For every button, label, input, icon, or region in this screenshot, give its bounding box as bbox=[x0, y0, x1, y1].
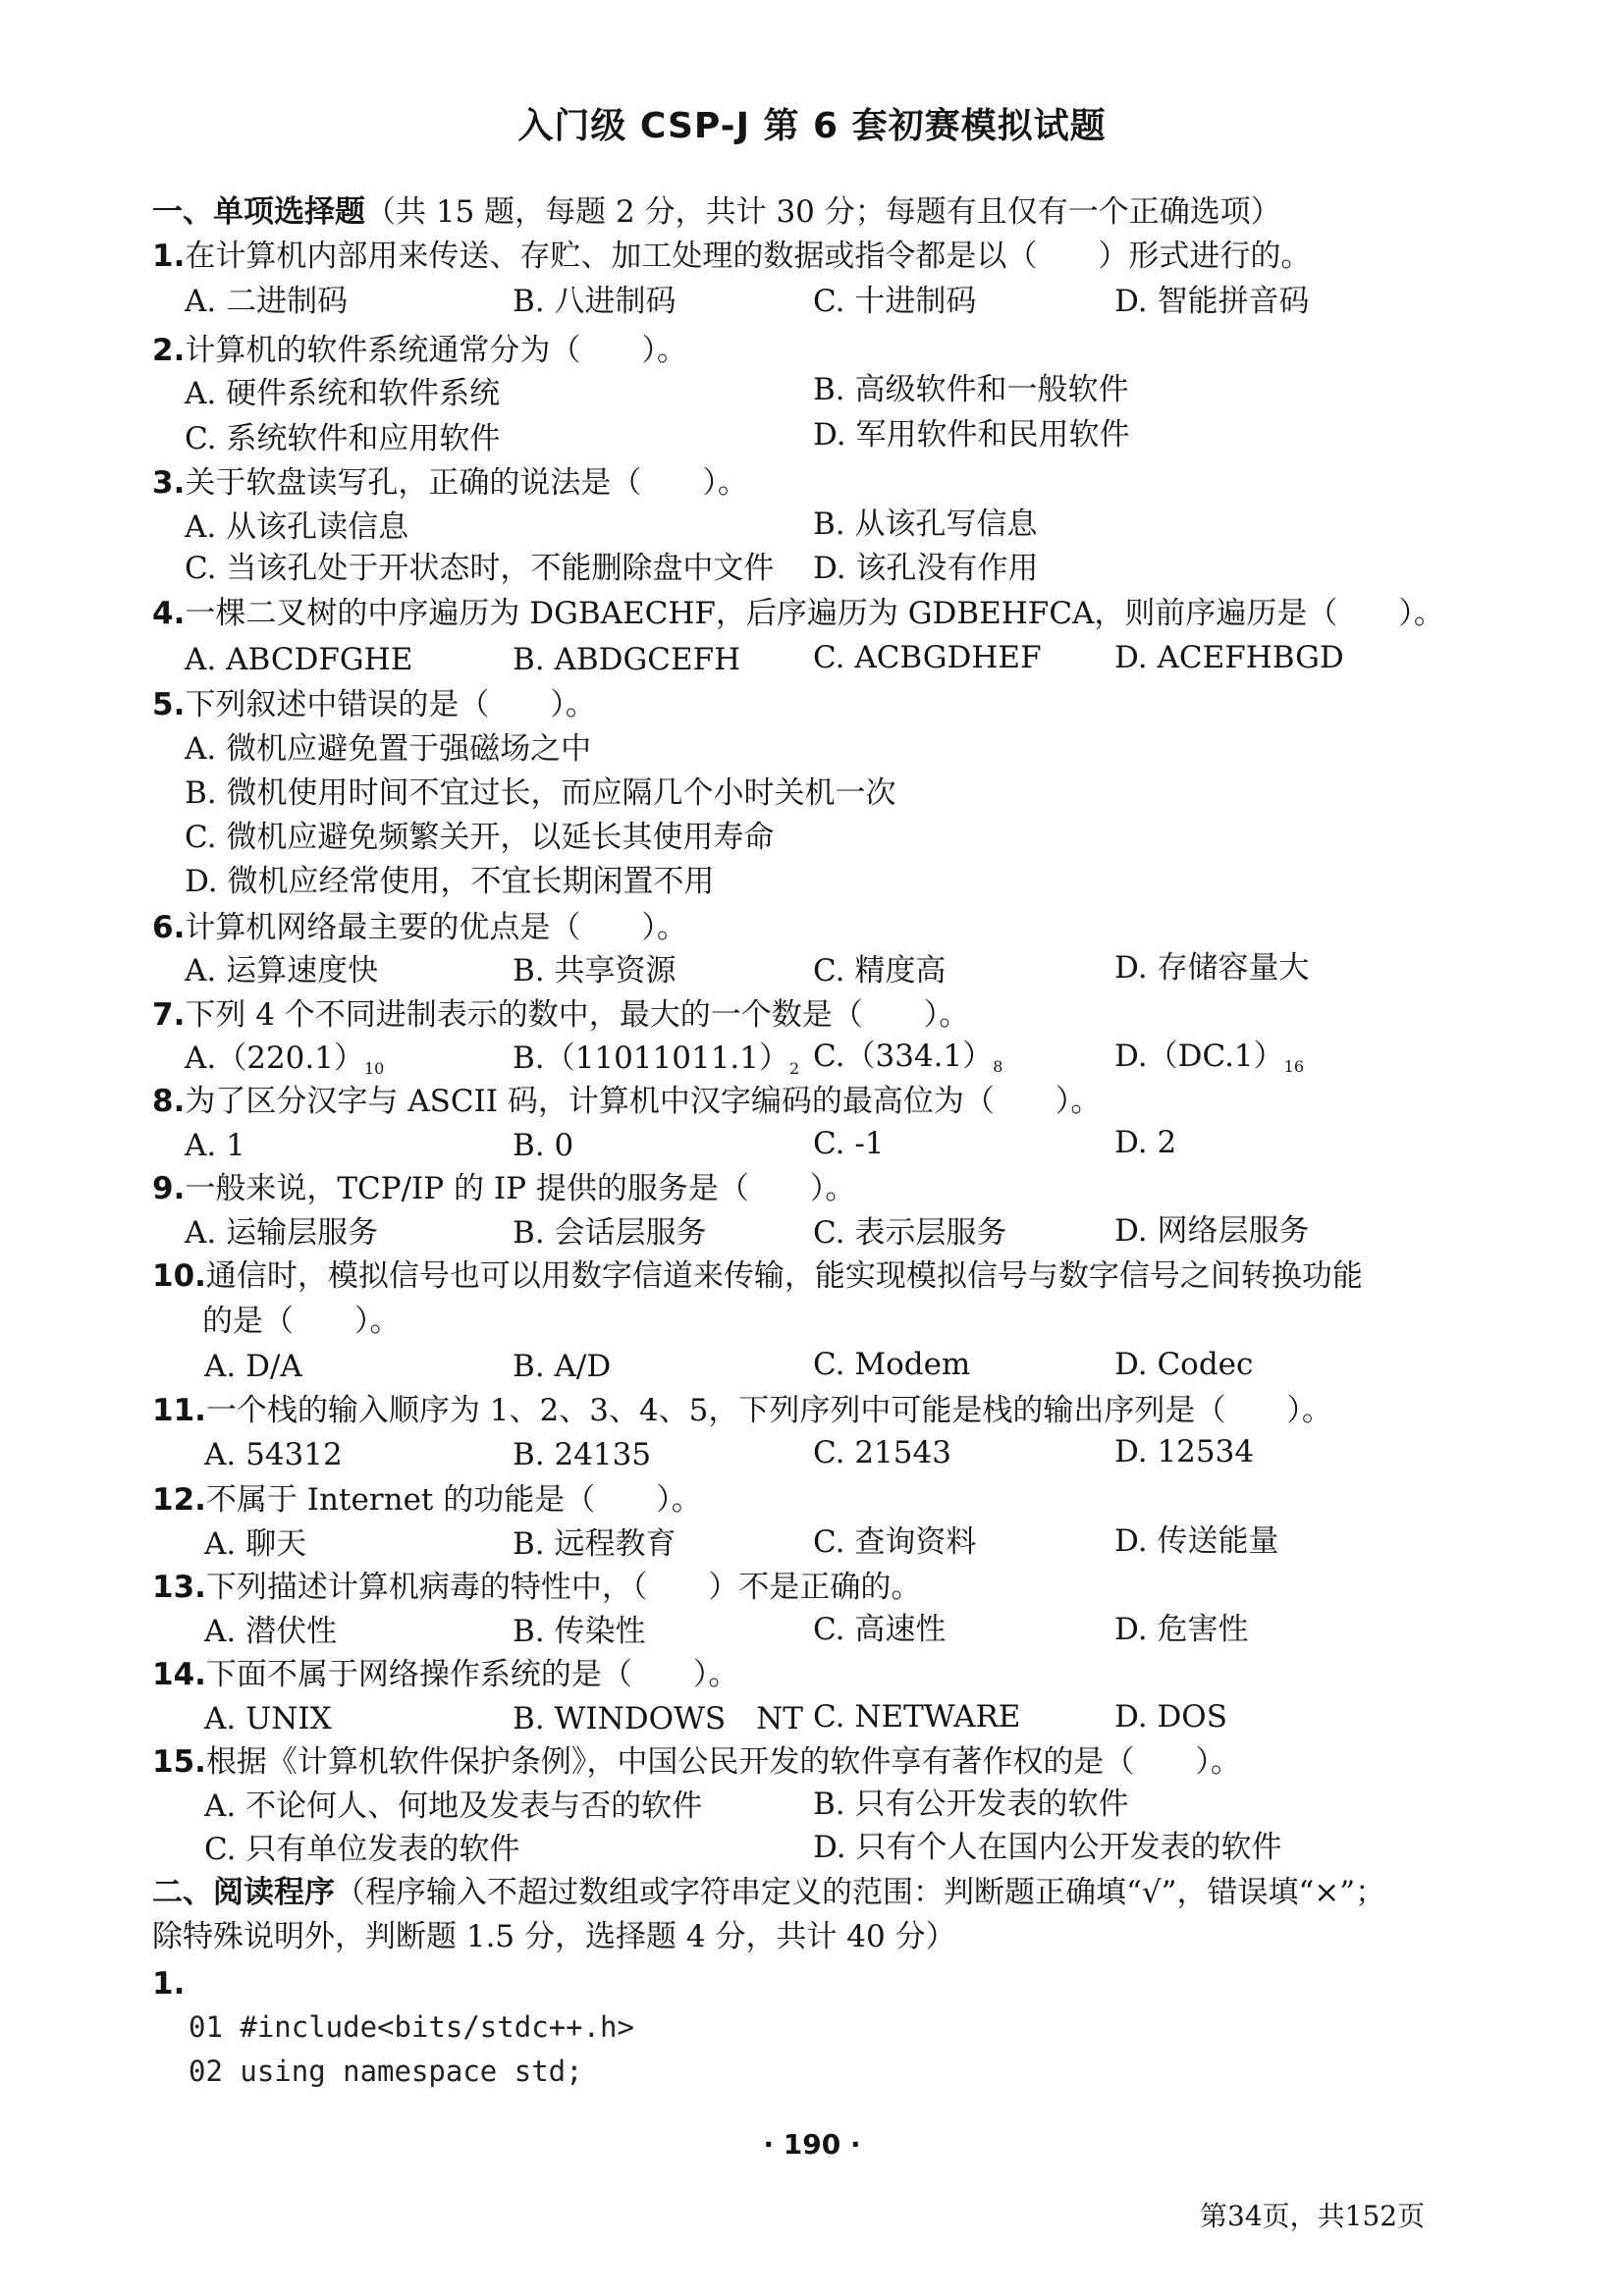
option-b: B. 24135 bbox=[513, 1437, 652, 1472]
question-number: 12. bbox=[152, 1482, 206, 1518]
question-text: 一般来说，TCP/IP 的 IP 提供的服务是（ ）。 bbox=[185, 1171, 856, 1206]
question-2 bbox=[152, 331, 687, 370]
question-text: 为了区分汉字与 ASCII 码，计算机中汉字编码的最高位为（ ）。 bbox=[185, 1084, 1102, 1119]
question-14 bbox=[152, 1655, 738, 1694]
question-number: 9. bbox=[152, 1171, 186, 1206]
question-1 bbox=[152, 237, 1311, 276]
question-4 bbox=[152, 594, 1444, 633]
option-a: A. 54312 bbox=[204, 1437, 343, 1472]
question-text: 下列描述计算机病毒的特性中，（ ）不是正确的。 bbox=[205, 1570, 922, 1605]
question-number: 3. bbox=[152, 465, 186, 501]
option-a: A. UNIX bbox=[204, 1701, 332, 1736]
question-15 bbox=[152, 1742, 1241, 1782]
option-b: B. 八进制码 bbox=[513, 284, 677, 319]
option-b: B. 会话层服务 bbox=[513, 1215, 707, 1251]
option-d: D. 12534 bbox=[1114, 1434, 1255, 1469]
option-text: D.（DC.1） bbox=[1114, 1039, 1284, 1074]
code-line: 02 using namespace std; bbox=[189, 2055, 583, 2088]
option-c: C. 系统软件和应用软件 bbox=[185, 421, 501, 456]
section2-desc: （程序输入不超过数组或字符串定义的范围：判断题正确填“√”，错误填“×”； bbox=[335, 1875, 1386, 1910]
question-6 bbox=[152, 908, 687, 947]
option-text: A.（220.1） bbox=[185, 1041, 364, 1076]
option-d: D. 网络层服务 bbox=[1114, 1213, 1310, 1249]
base-subscript: 2 bbox=[789, 1059, 800, 1078]
question-text: 一个栈的输入顺序为 1、2、3、4、5，下列序列中可能是栈的输出序列是（ ）。 bbox=[205, 1393, 1332, 1428]
question-number: 15. bbox=[152, 1744, 206, 1780]
option-d: D. 2 bbox=[1114, 1125, 1177, 1160]
option-d: D. 传送能量 bbox=[1114, 1523, 1279, 1559]
section1-desc: （共 15 题，每题 2 分，共计 30 分；每题有且仅有一个正确选项） bbox=[365, 194, 1281, 230]
option-a: A. 运输层服务 bbox=[185, 1215, 379, 1251]
base-subscript: 10 bbox=[364, 1059, 385, 1078]
option-a: A. 聊天 bbox=[204, 1526, 307, 1562]
option-d: D. 军用软件和民用软件 bbox=[813, 417, 1130, 453]
question-3 bbox=[152, 463, 748, 503]
option-d: D. DOS bbox=[1114, 1699, 1227, 1735]
question-number: 6. bbox=[152, 910, 186, 945]
option-b: B. A/D bbox=[513, 1349, 612, 1384]
option-c: C. 查询资料 bbox=[813, 1524, 977, 1560]
option-a: A. 运算速度快 bbox=[185, 953, 379, 988]
base-subscript: 16 bbox=[1283, 1057, 1305, 1076]
section2-head: 二、阅读程序 bbox=[152, 1875, 335, 1910]
question-text: 一棵二叉树的中序遍历为 DGBAECHF，后序遍历为 GDBEHFCA，则前序遍历是（ ）。 bbox=[185, 596, 1444, 631]
option-c: C. 只有单位发表的软件 bbox=[204, 1832, 520, 1867]
option-b: B. 高级软件和一般软件 bbox=[813, 372, 1129, 407]
question-12 bbox=[152, 1480, 702, 1520]
question-number: 13. bbox=[152, 1570, 206, 1605]
question-text: 下列 4 个不同进制表示的数中，最大的一个数是（ ）。 bbox=[185, 997, 970, 1033]
option-d: D. ACEFHBGD bbox=[1114, 640, 1344, 675]
option-a: A. 从该孔读信息 bbox=[185, 509, 409, 545]
question-text: 计算机的软件系统通常分为（ ）。 bbox=[185, 333, 687, 368]
question-text: 通信时，模拟信号也可以用数字信道来传输，能实现模拟信号与数字信号之间转换功能 bbox=[205, 1258, 1363, 1294]
base-subscript: 8 bbox=[993, 1057, 1003, 1076]
page-number: · 190 · bbox=[763, 2128, 861, 2161]
question-text: 计算机网络最主要的优点是（ ）。 bbox=[185, 910, 687, 945]
section1-header bbox=[152, 192, 1281, 232]
question-text: 下列叙述中错误的是（ ）。 bbox=[185, 687, 596, 722]
option-b: B. ABDGCEFH bbox=[513, 642, 741, 677]
option-c bbox=[813, 1037, 1002, 1087]
question-11 bbox=[152, 1391, 1332, 1430]
option-c: C. 高速性 bbox=[813, 1612, 947, 1647]
question-text: 在计算机内部用来传送、存贮、加工处理的数据或指令都是以（ ）形式进行的。 bbox=[185, 239, 1312, 274]
option-b: B. 微机使用时间不宜过长，而应隔几个小时关机一次 bbox=[185, 775, 896, 811]
option-a: A. 潜伏性 bbox=[204, 1614, 338, 1649]
option-b: B. 远程教育 bbox=[513, 1526, 677, 1562]
option-a: A. 微机应避免置于强磁场之中 bbox=[185, 731, 592, 767]
option-b: B. 共享资源 bbox=[513, 953, 677, 988]
option-a: A. 不论何人、何地及发表与否的软件 bbox=[204, 1789, 703, 1824]
option-c: C. Modem bbox=[813, 1347, 971, 1382]
option-a: A. 二进制码 bbox=[185, 284, 349, 319]
option-c: C. 十进制码 bbox=[813, 284, 977, 319]
option-b: B. WINDOWS NT bbox=[513, 1701, 803, 1736]
question-number: 10. bbox=[152, 1258, 206, 1294]
option-text: B.（11011011.1） bbox=[513, 1041, 789, 1076]
option-c: C. -1 bbox=[813, 1126, 885, 1161]
question-text: 根据《计算机软件保护条例》，中国公民开发的软件享有著作权的是（ ）。 bbox=[205, 1744, 1241, 1780]
option-d: D. 智能拼音码 bbox=[1114, 284, 1310, 319]
option-d bbox=[1114, 1037, 1304, 1087]
question-number: 7. bbox=[152, 997, 186, 1033]
question-text: 不属于 Internet 的功能是（ ）。 bbox=[205, 1482, 702, 1518]
question-number: 5. bbox=[152, 687, 186, 722]
question-number: 14. bbox=[152, 1657, 206, 1692]
question-number: 2. bbox=[152, 333, 186, 368]
option-c: C. ACBGDHEF bbox=[813, 640, 1042, 675]
question-text: 关于软盘读写孔，正确的说法是（ ）。 bbox=[185, 465, 748, 501]
option-b: B. 0 bbox=[513, 1128, 574, 1163]
question-8 bbox=[152, 1082, 1101, 1121]
option-c: C. 微机应避免频繁关开，以延长其使用寿命 bbox=[185, 820, 775, 855]
question-5 bbox=[152, 685, 596, 724]
option-d: D. 微机应经常使用，不宜长期闲置不用 bbox=[185, 864, 715, 899]
option-c: C. 21543 bbox=[813, 1435, 951, 1470]
option-d: D. Codec bbox=[1114, 1347, 1254, 1382]
page-footer: 第34页，共152页 bbox=[1200, 2200, 1426, 2232]
question-number: 1. bbox=[152, 239, 186, 274]
option-c: C. 表示层服务 bbox=[813, 1215, 1007, 1251]
question-13 bbox=[152, 1568, 921, 1607]
program-item-number: 1. bbox=[152, 1966, 186, 2002]
option-c: C. NETWARE bbox=[813, 1699, 1021, 1735]
option-b: B. 只有公开发表的软件 bbox=[813, 1787, 1129, 1822]
question-10-continued: 的是（ ）。 bbox=[202, 1304, 401, 1339]
option-b: B. 从该孔写信息 bbox=[813, 507, 1038, 542]
option-a: A. D/A bbox=[204, 1349, 302, 1384]
question-7 bbox=[152, 995, 969, 1035]
question-text: 下面不属于网络操作系统的是（ ）。 bbox=[205, 1657, 739, 1692]
option-d: D. 存储容量大 bbox=[1114, 950, 1310, 986]
option-b: B. 传染性 bbox=[513, 1614, 646, 1649]
section2-header bbox=[152, 1873, 1385, 1912]
option-c: C. 当该孔处于开状态时，不能删除盘中文件 bbox=[185, 551, 775, 586]
question-number: 4. bbox=[152, 596, 186, 631]
question-number: 8. bbox=[152, 1084, 186, 1119]
code-line: 01 #include<bits/stdc++.h> bbox=[189, 2010, 634, 2044]
option-a: A. 硬件系统和软件系统 bbox=[185, 376, 501, 411]
section2-desc-continued: 除特殊说明外，判断题 1.5 分，选择题 4 分，共计 40 分） bbox=[152, 1919, 956, 1954]
page-title: 入门级 CSP-J 第 6 套初赛模拟试题 bbox=[517, 106, 1107, 146]
option-a: A. ABCDFGHE bbox=[185, 642, 413, 677]
option-c: C. 精度高 bbox=[813, 953, 947, 988]
option-d: D. 该孔没有作用 bbox=[813, 551, 1039, 586]
question-number: 11. bbox=[152, 1393, 206, 1428]
question-9 bbox=[152, 1169, 855, 1208]
option-d: D. 只有个人在国内公开发表的软件 bbox=[813, 1830, 1282, 1865]
option-d: D. 危害性 bbox=[1114, 1612, 1249, 1647]
section1-head: 一、单项选择题 bbox=[152, 194, 365, 230]
question-10 bbox=[152, 1256, 1363, 1296]
option-text: C.（334.1） bbox=[813, 1039, 994, 1074]
option-a: A. 1 bbox=[185, 1128, 245, 1163]
